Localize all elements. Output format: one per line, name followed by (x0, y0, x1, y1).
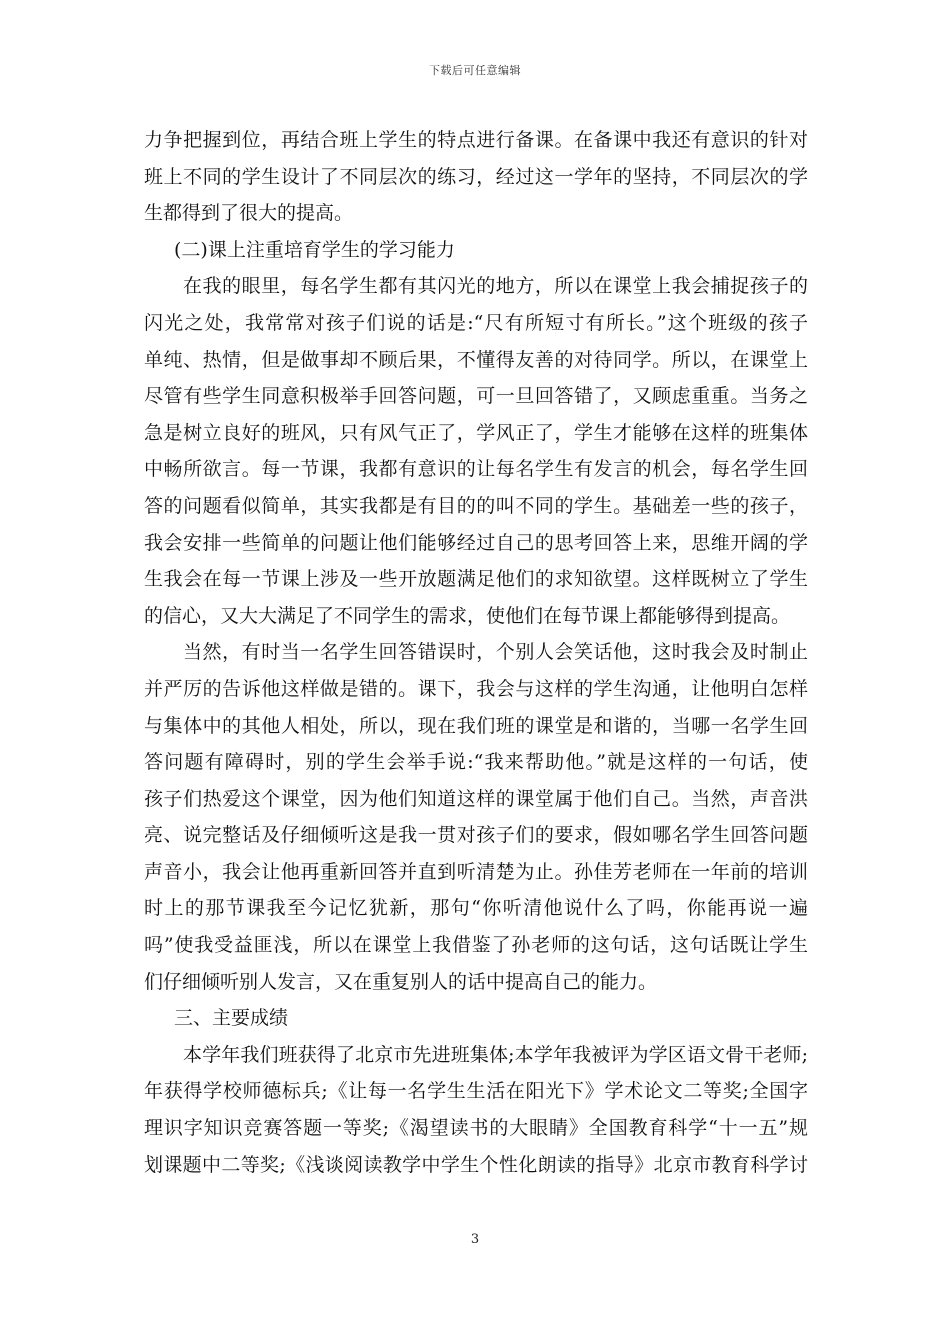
section-heading: (二)课上注重培育学生的学习能力 (174, 238, 455, 261)
text-line: 声音小，我会让他再重新回答并直到听清楚为止。孙佳芳老师在一年前的培训 (144, 860, 808, 883)
text-line: 力争把握到位，再结合班上学生的特点进行备课。在备课中我还有意识的针对 (144, 129, 808, 151)
text-line: 年获得学校师德标兵;《让每一名学生生活在阳光下》学术论文二等奖;全国字 (144, 1080, 808, 1103)
text-line: 并严厉的告诉他这样做是错的。课下，我会与这样的学生沟通，让他明白怎样 (144, 677, 808, 700)
text-line: 在我的眼里，每名学生都有其闪光的地方，所以在课堂上我会捕捉孩子的 (183, 275, 808, 298)
text-line: 本学年我们班获得了北京市先进班集体;本学年我被评为学区语文骨干老师; (183, 1043, 808, 1066)
text-line: 吗”使我受益匪浅，所以在课堂上我借鉴了孙老师的这句话，这句话既让学生 (144, 934, 808, 957)
text-line: 划课题中二等奖;《浅谈阅读教学中学生个性化朗读的指导》北京市教育科学讨 (144, 1153, 808, 1176)
text-line: 单纯、热情，但是做事却不顾后果，不懂得友善的对待同学。所以，在课堂上 (144, 348, 808, 371)
header-note: 下载后可任意编辑 (429, 64, 521, 77)
text-line: 闪光之处，我常常对孩子们说的话是:“尺有所短寸有所长。”这个班级的孩子 (144, 311, 808, 334)
text-line: 答问题有障碍时，别的学生会举手说:“我来帮助他。”就是这样的一句话，使 (144, 751, 808, 774)
text-line: 理识字知识竞赛答题一等奖;《渴望读书的大眼睛》全国教育科学“十一五”规 (144, 1117, 808, 1140)
text-line: 与集体中的其他人相处，所以，现在我们班的课堂是和谐的，当哪一名学生回 (144, 714, 808, 737)
text-line: 亮、说完整话及仔细倾听这是我一贯对孩子们的要求，假如哪名学生回答问题 (144, 824, 808, 847)
text-line: 生我会在每一节课上涉及一些开放题满足他们的求知欲望。这样既树立了学生 (144, 568, 808, 591)
text-line: 中畅所欲言。每一节课，我都有意识的让每名学生有发言的机会，每名学生回 (144, 458, 808, 481)
text-line: 当然，有时当一名学生回答错误时，个别人会笑话他，这时我会及时制止 (183, 641, 808, 664)
text-line: 班上不同的学生设计了不同层次的练习，经过这一学年的坚持，不同层次的学 (144, 165, 808, 188)
text-line: 时上的那节课我至今记忆犹新，那句“你听清他说什么了吗，你能再说一遍 (144, 897, 808, 920)
text-line: 我会安排一些简单的问题让他们能够经过自己的思考回答上来，思维开阔的学 (144, 531, 808, 554)
page-number: 3 (470, 1232, 480, 1247)
section-heading: 三、主要成绩 (174, 1007, 289, 1030)
body-text (144, 122, 808, 1183)
text-line: 的信心，又大大满足了不同学生的需求，使他们在每节课上都能够得到提高。 (144, 604, 791, 627)
text-line: 孩子们热爱这个课堂，因为他们知道这样的课堂属于他们自己。当然，声音洪 (144, 787, 808, 810)
text-line: 们仔细倾听别人发言，又在重复别人的话中提高自己的能力。 (144, 970, 658, 993)
text-line: 尽管有些学生同意积极举手回答问题，可一旦回答错了，又顾虑重重。当务之 (144, 385, 808, 408)
text-line: 答的问题看似简单，其实我都是有目的的叫不同的学生。基础差一些的孩子， (144, 494, 808, 517)
text-line: 生都得到了很大的提高。 (144, 202, 354, 225)
text-line: 急是树立良好的班风，只有风气正了，学风正了，学生才能够在这样的班集体 (144, 421, 808, 444)
